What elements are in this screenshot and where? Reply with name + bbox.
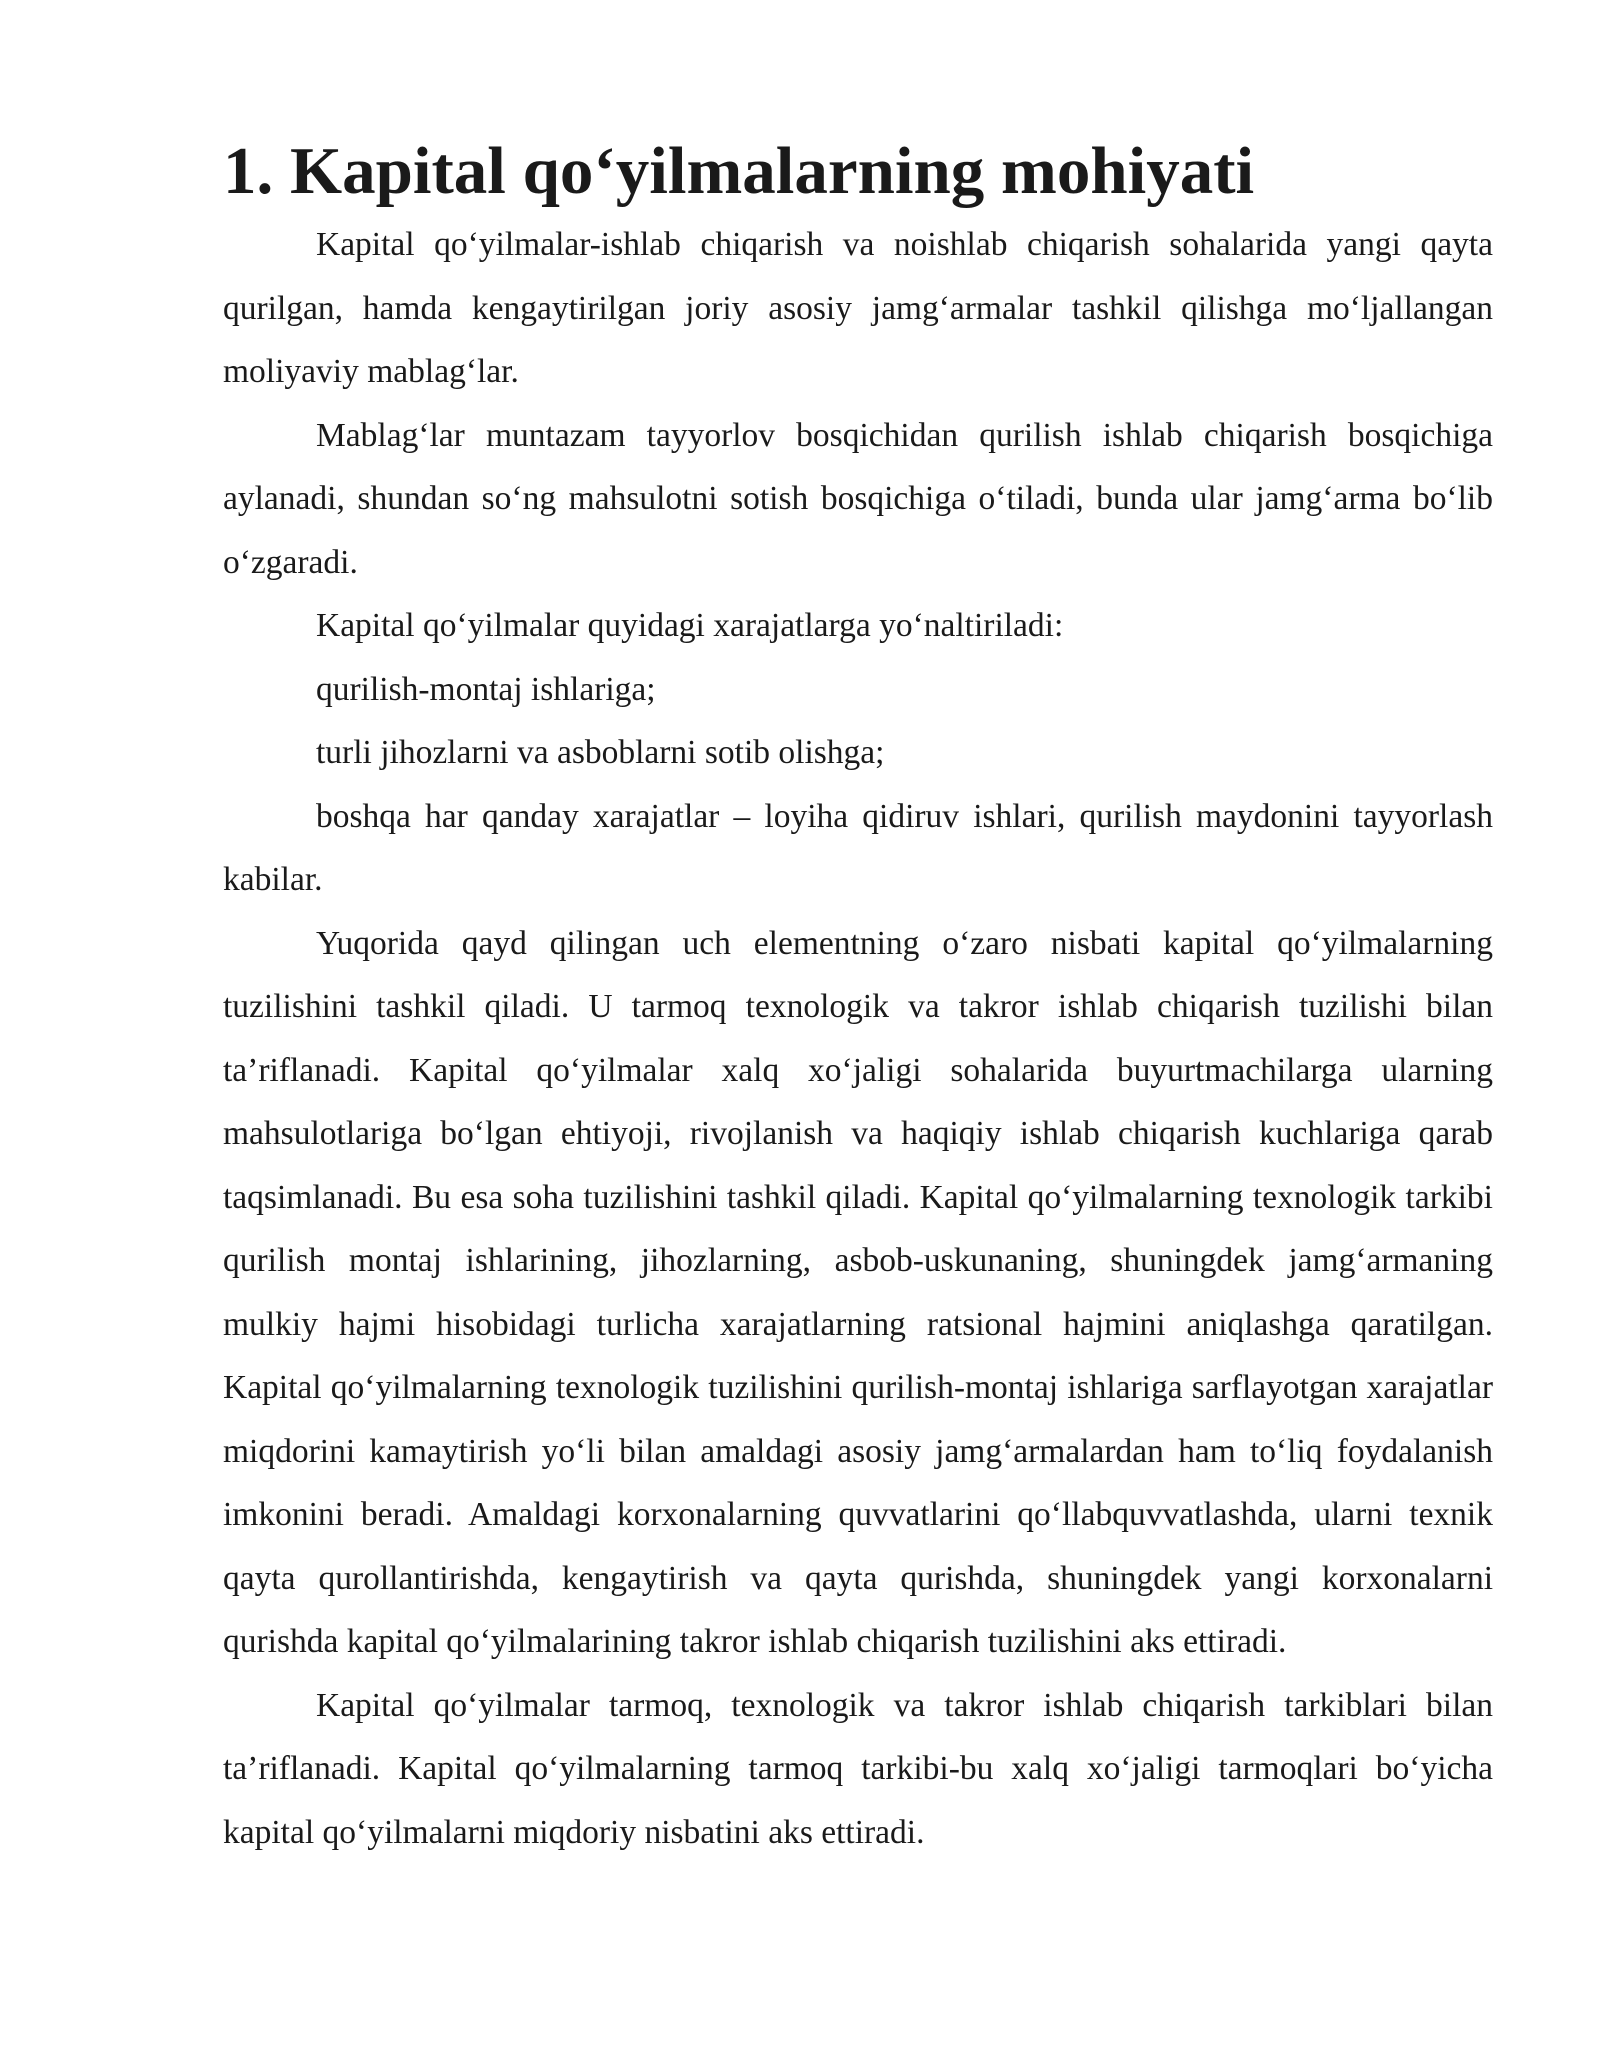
paragraph-structure: Yuqorida qayd qilingan uch elementning o‘zaro nisbati kapital qo‘yilmalarning tuzilishini tashkil qiladi. U tarmoq texnologik va takror ishlab chiqarish tuzilishi bilan ta’riflanadi. Kapital qo‘yilmalar xalq xo‘jaligi sohalarida buyurtmachilarga ularning mahsulotlariga bo‘lgan ehtiyoji, rivojlanish va haqiqiy ishlab chiqarish kuchlariga qarab taqsimlanadi. Bu esa soha tuzilishini tashkil qiladi. Kapital qo‘yilmalarning texnologik tarkibi qurilish montaj ishlarining, jihozlarning, asbob-uskunaning, shuningdek jamg‘armaning mulkiy hajmi hisobidagi turlicha xarajatlarning ratsional hajmini aniqlashga qaratilgan. Kapital qo‘yilmalarning texnologik tuzilishini qurilish-montaj ishlariga sarflayotgan xarajatlar miqdorini kamaytirish yo‘li bilan amaldagi asosiy jamg‘armalardan ham to‘liq foydalanish imkonini beradi. Amaldagi korxonalarning quvvatlarini qo‘llabquvvatlashda, ularni texnik qayta qurollantirishda, kengaytirish va qayta qurishda, shuningdek yangi korxonalarni qurishda kapital qo‘yilmalarining takror ishlab chiqarish tuzilishini aks ettiradi. (223, 924, 1493, 1660)
paragraph-expense-directions: Kapital qo‘yilmalar quyidagi xarajatlarga yo‘naltiriladi: (316, 607, 1064, 644)
paragraph-funds-stages: Mablag‘lar muntazam tayyorlov bosqichidan qurilish ishlab chiqarish bosqichiga aylanadi, shundan so‘ng mahsulotni sotish bosqichiga o‘tiladi, bunda ular jamg‘arma bo‘lib o‘zgaradi. (223, 416, 1493, 581)
paragraph-sector-structure: Kapital qo‘yilmalar tarmoq, texnologik va takror ishlab chiqarish tarkiblari bilan ta’riflanadi. Kapital qo‘yilmalarning tarmoq tarkibi-bu xalq xo‘jaligi tarmoqlari bo‘yicha kapital qo‘yilmalarni miqdoriy nisbatini aks ettiradi. (223, 1686, 1493, 1851)
document-body (223, 134, 1493, 1864)
paragraph-definition: Kapital qo‘yilmalar-ishlab chiqarish va noishlab chiqarish sohalarida yangi qayta qurilgan, hamda kengaytirilgan joriy asosiy jamg‘armalar tashkil qilishga mo‘ljallangan moliyaviy mablag‘lar. (223, 226, 1493, 390)
list-item-construction: qurilish-montaj ishlariga; (316, 670, 656, 708)
list-item-other-expenses: boshqa har qanday xarajatlar – loyiha qidiruv ishlari, qurilish maydonini tayyorlash kabilar. (223, 797, 1493, 898)
list-item-equipment: turli jihozlarni va asboblarni sotib olishga; (316, 734, 885, 771)
section-heading: 1. Kapital qo‘yilmalarning mohiyati (223, 134, 1255, 208)
